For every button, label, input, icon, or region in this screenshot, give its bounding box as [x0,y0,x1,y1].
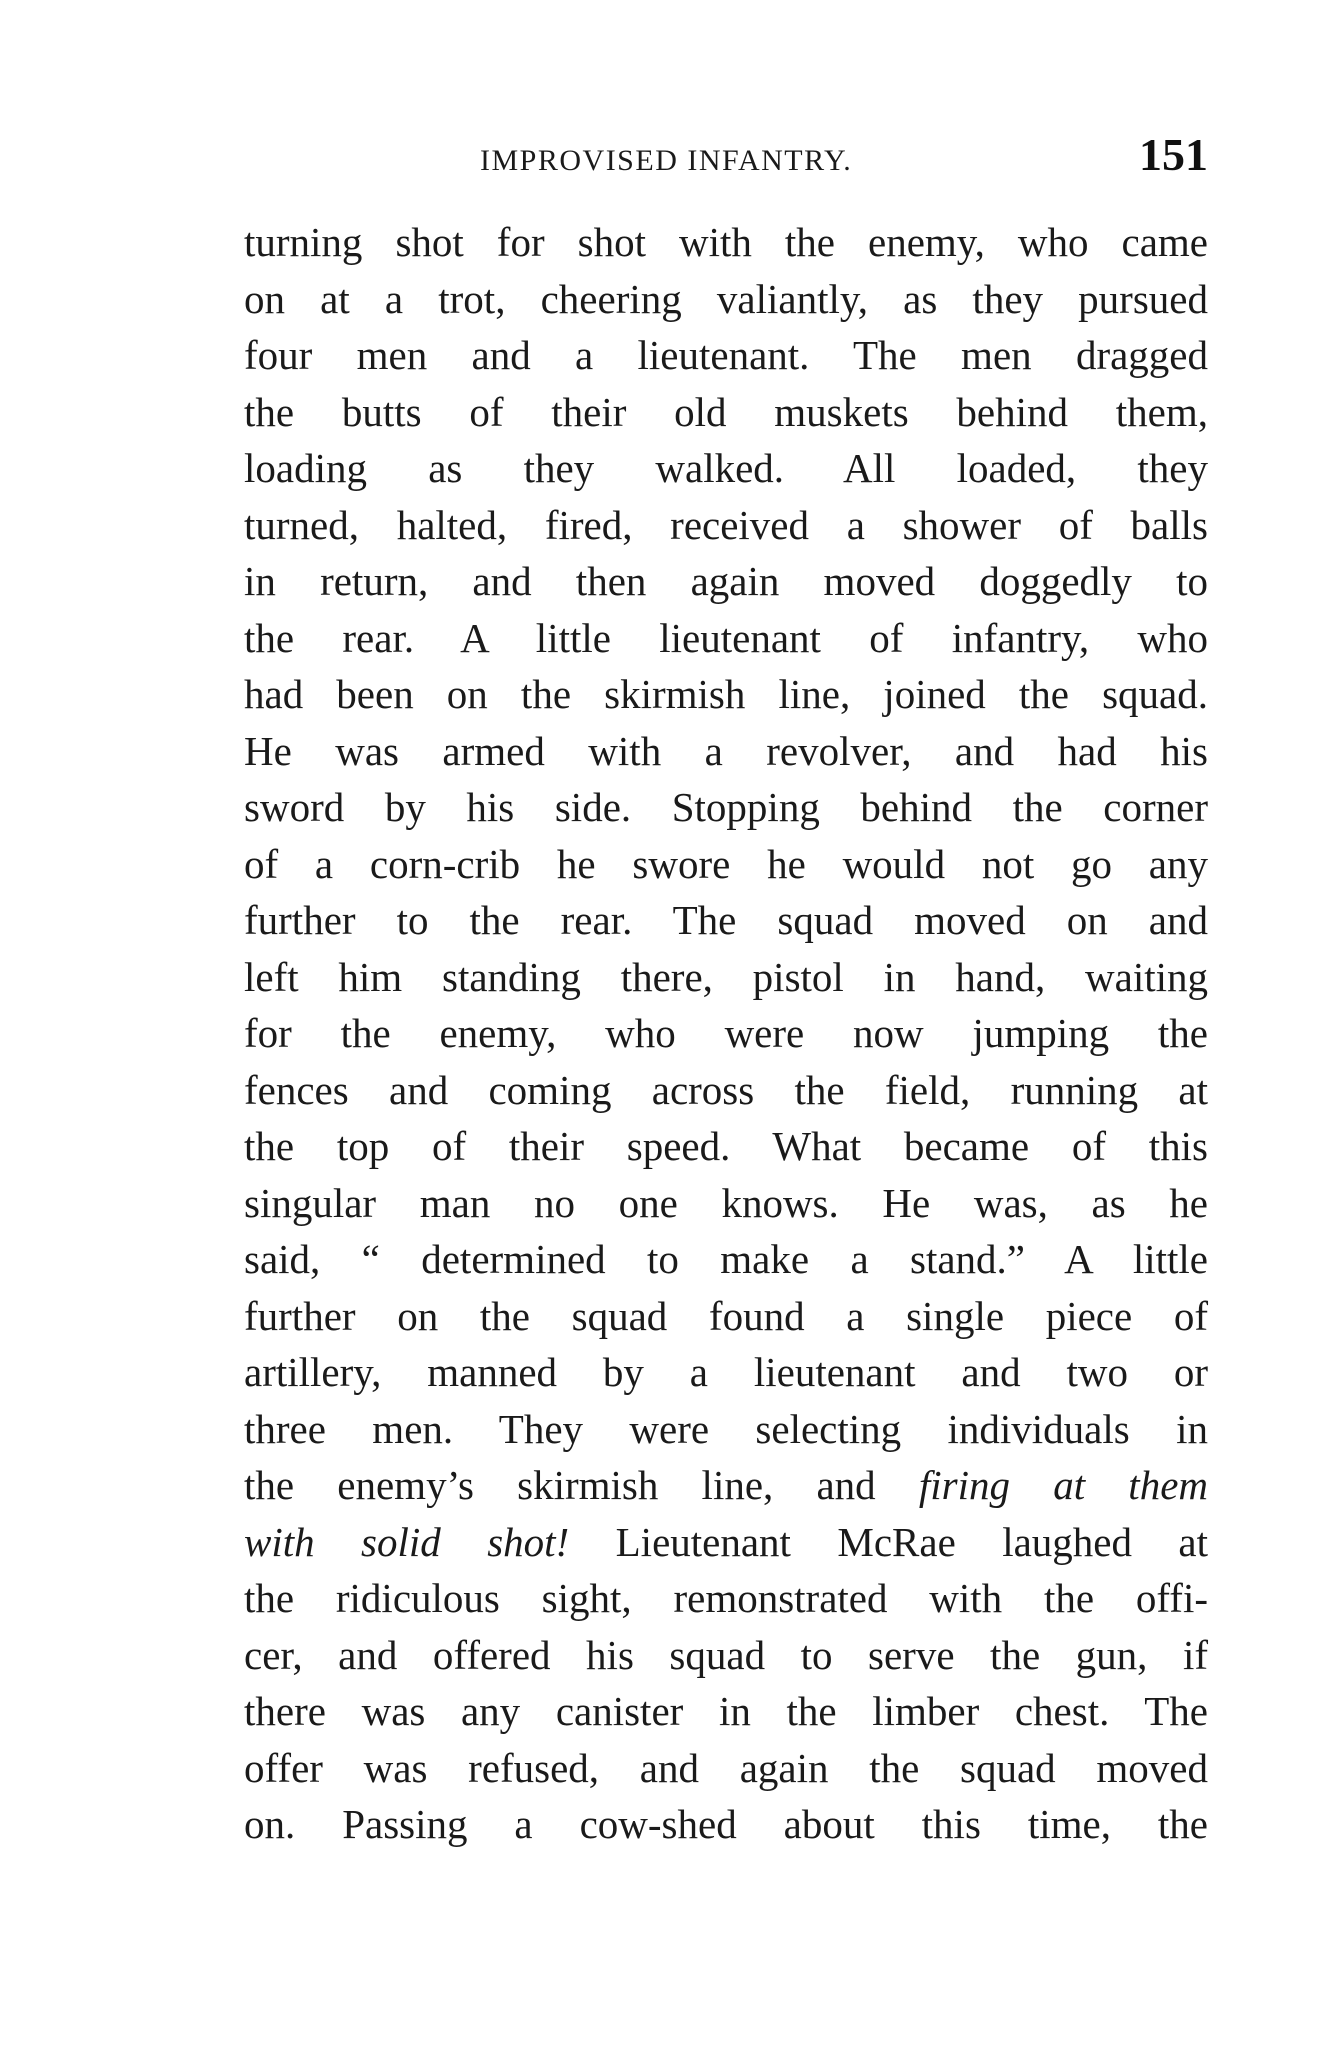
text-line: four men and a lieutenant. The men dragged [244,332,1208,378]
text-line: on. Passing a cow-shed about this time, the [244,1801,1208,1847]
running-title: IMPROVISED INFANTRY. [480,144,853,177]
text-line [244,1457,1208,1514]
text-line: the ridiculous sight, remonstrated with the offi- [244,1575,1208,1621]
text-line: artillery, manned by a lieutenant and two or [244,1349,1208,1395]
text-line: turning shot for shot with the enemy, who came [244,219,1208,265]
text-line: of a corn-crib he swore he would not go any [244,840,1208,887]
text-line: there was any canister in the limber chest. The [244,1688,1208,1734]
text-line: further to the rear. The squad moved on and [244,897,1208,943]
running-head [480,128,1208,184]
italic-text: with solid shot! [244,1518,570,1565]
text-line: in return, and then again moved doggedly to [244,558,1208,604]
text-segment: Lieutenant McRae laughed at [569,1518,1208,1565]
text-line: turned, halted, fired, received a shower of balls [244,501,1208,548]
text-line: offer was refused, and again the squad moved [244,1744,1208,1791]
text-line: cer, and offered his squad to serve the gun, if [244,1631,1208,1678]
page-number: 151 [1139,129,1208,180]
text-line: for the enemy, who were now jumping the [244,1010,1208,1056]
text-line: the rear. A little lieutenant of infantry, who [244,614,1208,661]
text-line: singular man no one knows. He was, as he [244,1179,1208,1226]
text-line [244,1514,1208,1571]
italic-text: firing at them [918,1462,1209,1508]
text-line: said, “ determined to make a stand.” A little [244,1236,1208,1282]
text-line: sword by his side. Stopping behind the corner [244,784,1208,830]
text-line: had been on the skirmish line, joined the squad. [244,671,1208,717]
body-text [244,214,1208,1853]
text-line: further on the squad found a single piece of [244,1292,1208,1339]
text-line: on at a trot, cheering valiantly, as they pursued [244,275,1208,322]
text-line: the butts of their old muskets behind them, [244,388,1208,435]
text-line: the top of their speed. What became of this [244,1123,1208,1169]
text-line: loading as they walked. All loaded, they [244,445,1208,491]
text-segment: the enemy’s skirmish line, and [244,1462,919,1508]
text-line: He was armed with a revolver, and had his [244,727,1208,774]
text-line: left him standing there, pistol in hand, waiting [244,953,1208,1000]
text-line: three men. They were selecting individuals in [244,1405,1208,1452]
text-line: fences and coming across the field, running at [244,1066,1208,1113]
